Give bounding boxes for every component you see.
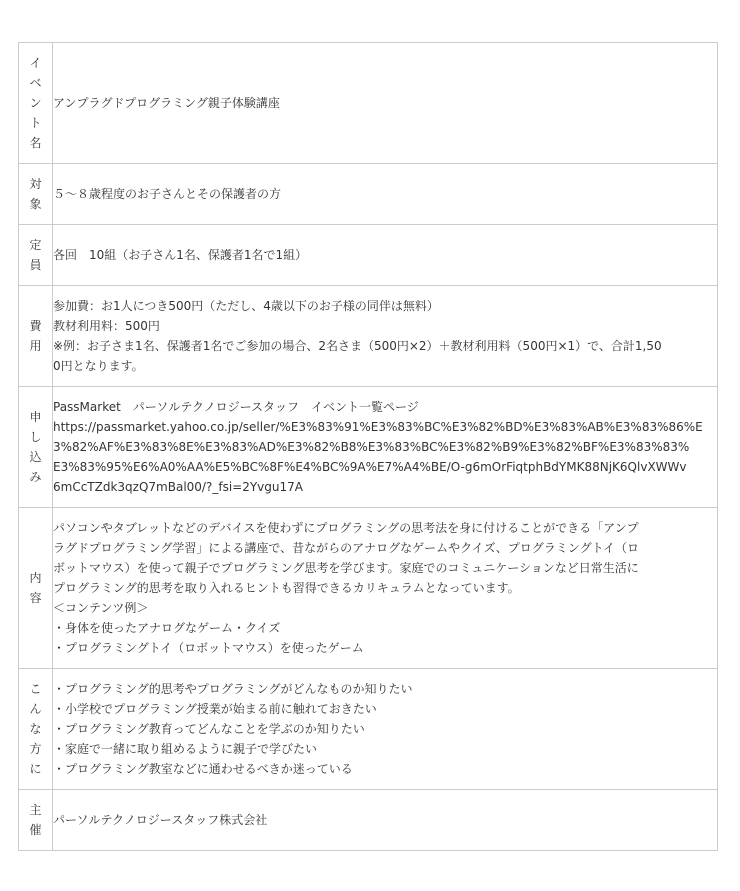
content-line: 0円となります。 [53,359,144,373]
row-content [53,164,718,225]
application-link-line[interactable]: E3%83%95%E6%A0%AA%E5%BC%8F%E4%BC%9A%E7%A4%BE/O-g6mOrFiqtphBdYMK88NjK6QlvXWWv [53,460,687,474]
content-line: 各回 10組（お子さん1名、保護者1名で1組） [53,248,308,262]
content-line: ・小学校でプログラミング授業が始まる前に触れておきたい [53,702,377,716]
content-line: ラグドプログラミング学習」による講座で、昔ながらのアナログなゲームやクイズ、プログラミングトイ（ロ [53,541,639,555]
content-line: ・プログラミングトイ（ロボットマウス）を使ったゲーム [53,641,364,655]
content-line: ５～８歳程度のお子さんとその保護者の方 [53,187,282,201]
application-link-line[interactable]: https://passmarket.yahoo.co.jp/seller/%E3%83%91%E3%83%BC%E3%82%BD%E3%83%AB%E3%83%86%E [53,420,703,434]
table-row-audience [19,669,718,790]
row-label: こんな方に [19,669,53,790]
content-line: ・プログラミング教育ってどんなことを学ぶのか知りたい [53,722,365,736]
row-content [53,669,718,790]
content-line: 教材利用料：500円 [53,319,160,333]
row-label: 主催 [19,790,53,851]
content-line: パソコンやタブレットなどのデバイスを使わずにプログラミングの思考法を身に付けることができる「アンプ [53,521,639,535]
row-label: 申し込み [19,387,53,508]
row-content [53,43,718,164]
row-label: 定員 [19,225,53,286]
content-line: ※例：お子さま1名、保護者1名でご参加の場合、2名さま（500円×2）＋教材利用料（500円×1）で、合計1,50 [53,339,662,353]
table-row-content [19,508,718,669]
row-label: 対象 [19,164,53,225]
row-content [53,225,718,286]
content-line: ボットマウス）を使って親子でプログラミング思考を学びます。家庭でのコミュニケーションなど日常生活に [53,561,639,575]
content-line: 参加費：お1人につき500円（ただし、4歳以下のお子様の同伴は無料） [53,299,439,313]
row-label: 費用 [19,286,53,387]
content-line: ＜コンテンツ例＞ [53,601,149,615]
row-content [53,286,718,387]
row-content [53,387,718,508]
table-row-event-name [19,43,718,164]
table-row-fee [19,286,718,387]
table-row-target [19,164,718,225]
content-line: ・家庭で一緒に取り組めるように親子で学びたい [53,742,318,756]
table-row-organizer [19,790,718,851]
content-line: パーソルテクノロジースタッフ株式会社 [53,813,268,827]
row-content [53,508,718,669]
content-line: PassMarket パーソルテクノロジースタッフ イベント一覧ページ [53,400,419,414]
content-line: ・プログラミング的思考やプログラミングがどんなものか知りたい [53,682,413,696]
row-label: 内容 [19,508,53,669]
table-row-application [19,387,718,508]
application-link-line[interactable]: 3%82%AF%E3%83%8E%E3%83%AD%E3%82%B8%E3%83%BC%E3%82%B9%E3%82%BF%E3%83%83% [53,440,690,454]
table-row-capacity [19,225,718,286]
row-label: イベント名 [19,43,53,164]
content-line: ・プログラミング教室などに通わせるべきか迷っている [53,762,353,776]
row-content [53,790,718,851]
event-info-table [18,42,718,851]
application-link-line[interactable]: 6mCcTZdk3qzQ7mBal00/?_fsi=2Yvgu17A [53,480,303,494]
content-line: プログラミング的思考を取り入れるヒントも習得できるカリキュラムとなっています。 [53,581,520,595]
content-line: アンプラグドプログラミング親子体験講座 [53,96,280,110]
content-line: ・身体を使ったアナログなゲーム・クイズ [53,621,281,635]
